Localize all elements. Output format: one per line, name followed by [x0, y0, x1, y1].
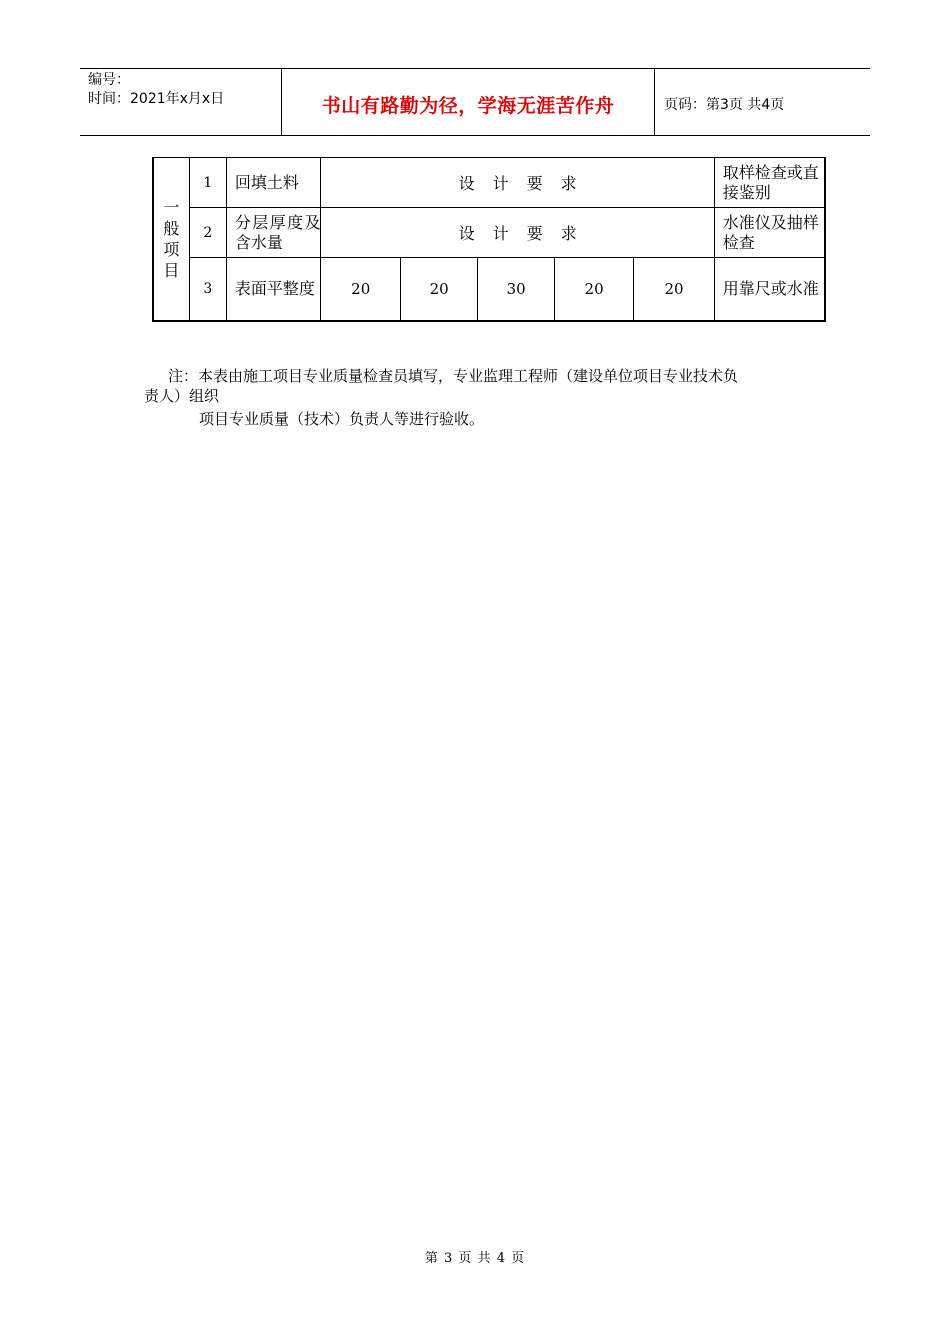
code-label: 编号：: [88, 72, 130, 88]
tolerance-value: 20: [400, 258, 477, 321]
item-name: 回填土料: [226, 158, 321, 208]
group-char: 般: [163, 218, 180, 238]
group-label-cell: [153, 158, 189, 321]
table-row: [153, 208, 825, 258]
group-char: 项: [163, 239, 180, 259]
header-motto: 书山有路勤为径，学海无涯苦作舟: [282, 69, 655, 135]
table-row: [153, 158, 825, 208]
item-name: 表面平整度: [226, 258, 321, 321]
row-index: 1: [189, 158, 226, 208]
note-line: 责人）组织: [144, 387, 220, 405]
group-char: 一: [163, 197, 180, 217]
row-index: 3: [189, 258, 226, 321]
check-method: 水准仪及抽样检查: [714, 208, 825, 258]
header-meta: [80, 69, 282, 135]
table-row: [153, 258, 825, 321]
requirement-cell: 设计要求: [321, 158, 714, 208]
row-index: 2: [189, 208, 226, 258]
page-header: [80, 68, 870, 136]
header-page-info: 页码：第3页 共4页: [664, 97, 785, 113]
tolerance-value: 20: [634, 258, 714, 321]
item-name: 分层厚度及含水量: [226, 208, 321, 258]
inspection-table: [152, 157, 826, 322]
requirement-cell: 设计要求: [321, 208, 714, 258]
tolerance-value: 20: [554, 258, 633, 321]
page-footer: 第 3 页 共 4 页: [424, 1251, 526, 1266]
group-char: 目: [163, 260, 180, 280]
note-line: 项目专业质量（技术）负责人等进行验收。: [199, 410, 485, 428]
table-note: [144, 366, 814, 429]
note-line: 注：本表由施工项目专业质量检查员填写，专业监理工程师（建设单位项目专业技术负: [168, 367, 739, 385]
tolerance-value: 20: [321, 258, 400, 321]
date-line: 时间：2021年x月x日: [88, 91, 225, 107]
check-method: 用靠尺或水准: [714, 258, 825, 321]
check-method: 取样检查或直接鉴别: [714, 158, 825, 208]
tolerance-value: 30: [478, 258, 554, 321]
